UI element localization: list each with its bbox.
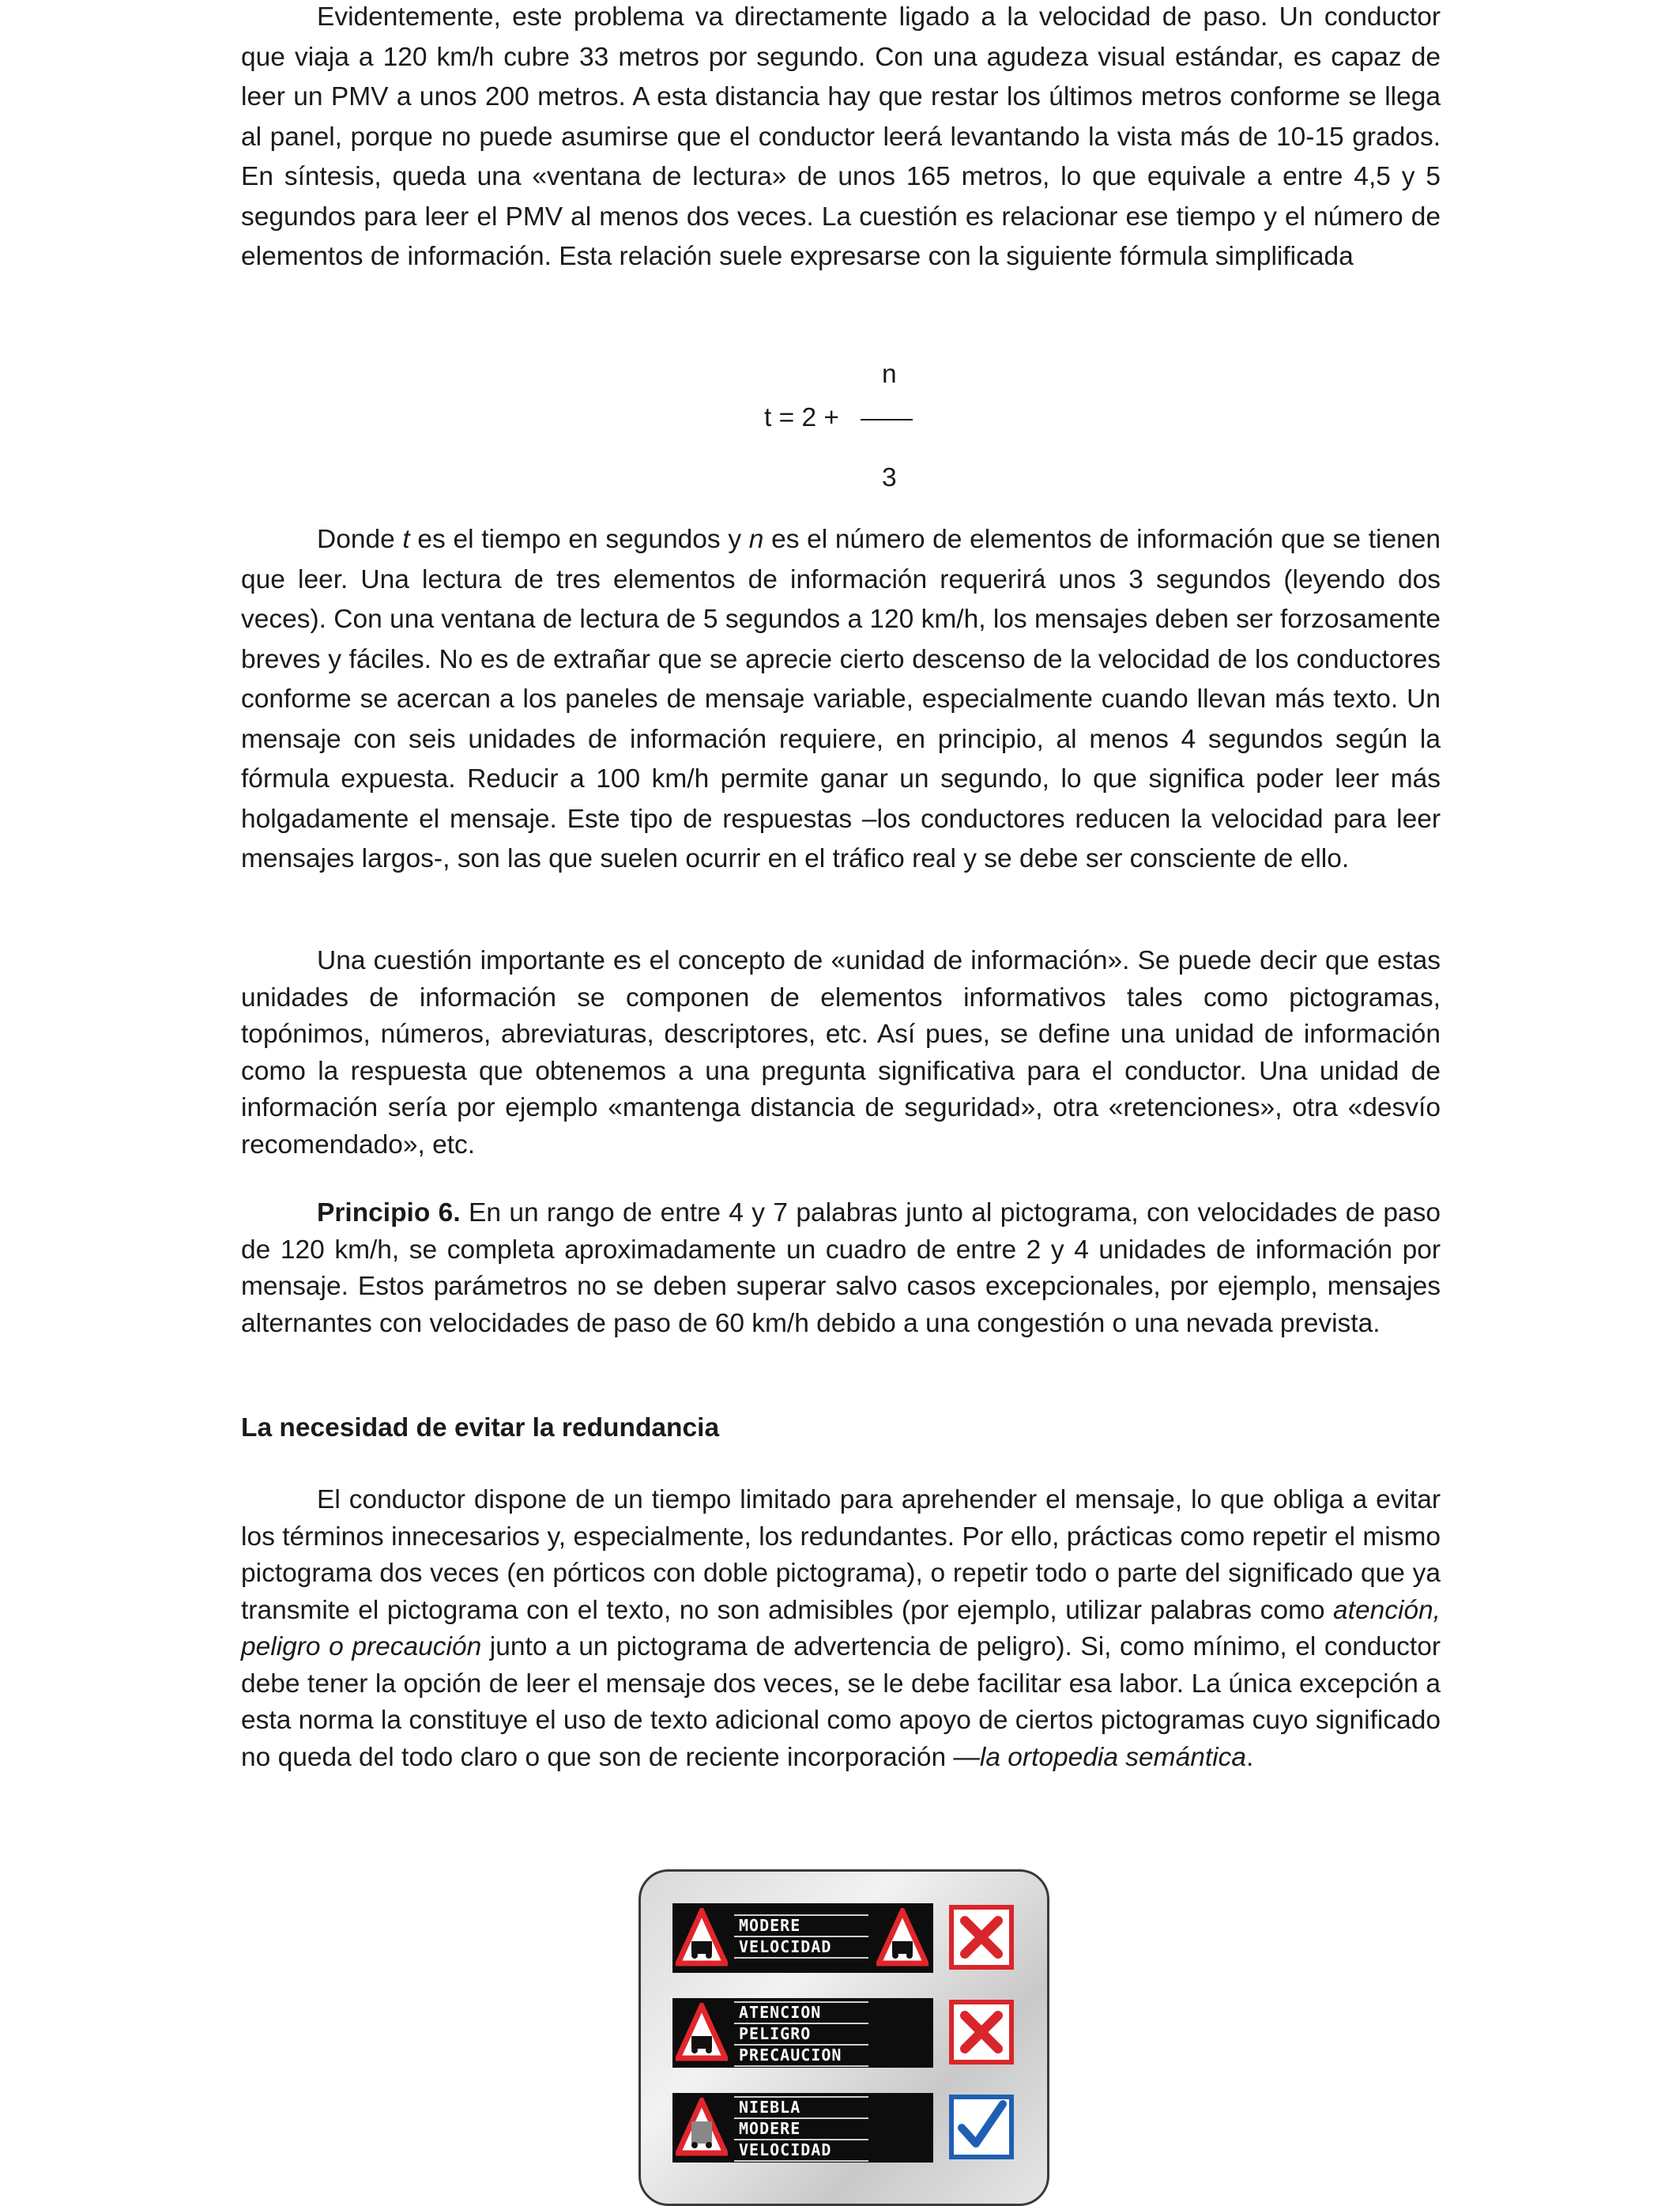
paragraph-1: Evidentemente, este problema va directamente ligado a la velocidad de paso. Un conductor que viaja a 120 km/h cubre 33 metros por segundo. Con una agudeza visual estándar, es capaz de leer un PMV a unos 200 metros. A esta distancia hay que restar los últimos metros conforme se llega al panel, porque no puede asumirse que el conductor leerá levantando la vista más de 10-15 grados. En síntesis, queda una «ventana de lectura» de unos 165 metros, lo que equivale a entre 4,5 y 5 segundos para leer el PMV al menos dos veces. La cuestión es relacionar ese tiempo y el número de elementos de información. Esta relación suele expresarse con la siguiente fórmula simplificada [241, 2, 1441, 271]
paragraph-5: El conductor dispone de un tiempo limitado para aprehender el mensaje, lo que obliga a evitar los términos innecesarios y, especialmente, los redundantes. Por ello, prácticas como repetir el mismo pictograma dos veces (en pórticos con doble pictograma), o repetir todo o parte del significado que ya transmite el pictograma con el texto, no son admisibles (por ejemplo, utilizar palabras como atención, peligro o precaución junto a un pictograma de advertencia de peligro). Si, como mínimo, el conductor debe tener la opción de leer el mensaje dos veces, se le debe facilitar esa labor. La única excepción a esta norma la constituye el uso de texto adicional como apoyo de ciertos pictogramas cuyo significado no queda del todo claro o que son de reciente incorporación —la ortopedia semántica. [241, 1485, 1441, 1772]
formula-lhs: t = 2 + [764, 403, 839, 432]
cross-icon [949, 1905, 1014, 1970]
check-icon [949, 2095, 1014, 2159]
warning-triangle-icon [876, 1908, 929, 1968]
message-board-3: NIEBLA MODERE VELOCIDAD [734, 2096, 868, 2159]
sign-row-3 [672, 2093, 933, 2163]
vms-examples-figure [638, 1869, 1049, 2206]
paragraph-4: Principio 6. En un rango de entre 4 y 7 palabras junto al pictograma, con velocidades de paso de 120 km/h, se completa aproximadamente un cuadro de entre 2 y 4 unidades de información por mensaje. Estos parámetros no se deben superar salvo casos excepcionales, por ejemplo, mensajes alternantes con velocidades de paso de 60 km/h debido a una congestión o una nevada prevista. [241, 1198, 1441, 1338]
formula-denominator: 3 [882, 463, 897, 492]
warning-triangle-icon [676, 1908, 728, 1968]
cross-icon [949, 2000, 1014, 2065]
section-heading: La necesidad de evitar la redundancia [241, 1413, 720, 1442]
sign-row-1 [672, 1903, 933, 1973]
message-board-2: ATENCION PELIGRO PRECAUCION [734, 2001, 868, 2065]
sign-row-2 [672, 1998, 933, 2068]
message-board-1: MODERE VELOCIDAD [734, 1914, 868, 1963]
fog-warning-triangle-icon [676, 2098, 728, 2158]
formula-numerator: n [882, 360, 897, 389]
paragraph-3: Una cuestión importante es el concepto de «unidad de información». Se puede decir que estas unidades de información se componen de elementos informativos tales como pictogramas, topónimos, números, abreviaturas, descriptores, etc. Así pues, se define una unidad de información como la respuesta que obtenemos a una pregunta significativa para el conductor. Una unidad de información sería por ejemplo «mantenga distancia de seguridad», otra «retenciones», otra «desvío recomendado», etc. [241, 946, 1441, 1160]
formula-fraction-bar [861, 419, 913, 420]
paragraph-2: Donde t es el tiempo en segundos y n es el número de elementos de información que se tienen que leer. Una lectura de tres elementos de información requerirá unos 3 segundos (leyendo dos veces). Con una ventana de lectura de 5 segundos a 120 km/h, los mensajes deben ser forzosamente breves y fáciles. No es de extrañar que se aprecie cierto descenso de la velocidad de los conductores conforme se acercan a los paneles de mensaje variable, especialmente cuando llevan más texto. Un mensaje con seis unidades de información requiere, en principio, al menos 4 segundos según la fórmula expuesta. Reducir a 100 km/h permite ganar un segundo, lo que significa poder leer más holgadamente el mensaje. Este tipo de respuestas –los conductores reducen la velocidad para leer mensajes largos-, son las que suelen ocurrir en el tráfico real y se debe ser consciente de ello. [241, 525, 1441, 873]
warning-triangle-icon [676, 2003, 728, 2063]
